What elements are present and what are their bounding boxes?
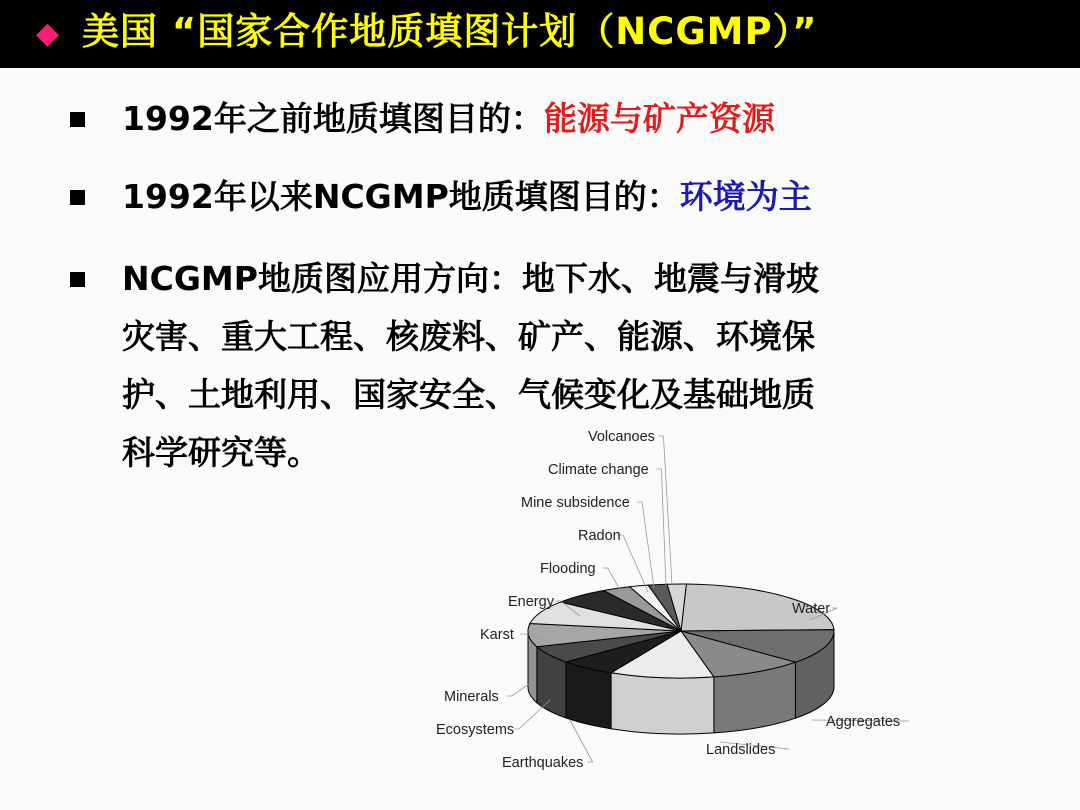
square-bullet-icon (70, 190, 85, 205)
pie-label: Aggregates (826, 714, 901, 730)
bullet-line: 科学研究等。 (122, 433, 320, 472)
pie-label: Flooding (540, 561, 596, 577)
square-bullet-icon (70, 112, 85, 127)
bullet-highlight: 能源与矿产资源 (543, 99, 775, 138)
pie-label: Earthquakes (502, 755, 584, 771)
pie-leader-line (656, 469, 666, 586)
bullet-highlight: 环境为主 (679, 177, 812, 216)
pie-label: Landslides (706, 742, 776, 758)
pie-label: Energy (508, 594, 554, 610)
bullet-lead: 1992年之前地质填图目的： (122, 99, 544, 138)
bullet-text (122, 90, 775, 148)
pie-label: Climate change (548, 462, 649, 478)
pie-leader-line (637, 502, 654, 588)
pie-label: Minerals (444, 689, 499, 705)
pie-side-earthquakes (611, 673, 714, 734)
bullet-line: 护、土地利用、国家安全、气候变化及基础地质 (122, 375, 815, 414)
bullet-text (122, 168, 812, 226)
bullet-lead: 1992年以来NCGMP地质填图目的： (122, 177, 680, 216)
bullet-line: NCGMP地质图应用方向：地下水、地震与滑坡 (122, 259, 819, 298)
pie-label: Water (792, 601, 831, 617)
diamond-icon: ◆ (36, 16, 60, 51)
pie-label: Mine subsidence (521, 495, 630, 511)
pie-label: Karst (480, 627, 514, 643)
square-bullet-icon (70, 272, 85, 287)
pie-label: Volcanoes (588, 429, 655, 445)
pie-label: Radon (578, 528, 621, 544)
pie-leader-line (618, 535, 648, 592)
pie-chart (420, 420, 940, 800)
pie-label: Ecosystems (436, 722, 515, 738)
title-bar (0, 0, 1080, 68)
slide-title: 美国 “国家合作地质填图计划（NCGMP）” (82, 10, 818, 53)
bullet-line: 灾害、重大工程、核废料、矿产、能源、环境保 (122, 317, 815, 356)
